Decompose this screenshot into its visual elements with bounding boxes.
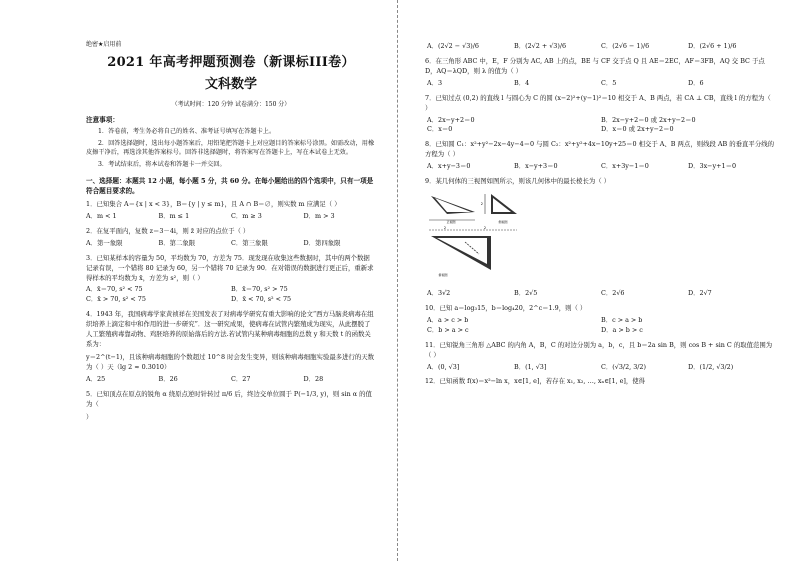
question-5-options (427, 42, 775, 52)
option: A．2x−y+2＝0 (427, 115, 475, 124)
question-3: 3．已知某样本的容量为 50，平均数为 70，方差为 75．现发现在收集这些数据时，其中的两个数据记录有误，一个错将 80 记录为 60，另一个错将 70 记录为 90．在对错误的数据进行更正后，重新求得样本的平均数为 x̄，方差为 s²，则（ ） (86, 253, 374, 282)
option: A．第一象限 (86, 238, 123, 247)
question-2: 2．在复平面内，复数 z＝3－4i，则 z̄ 对应的点位于（ ） (86, 226, 250, 235)
question-6: 6．在三角形 ABC 中，E，F 分别为 AC, AB 上的点，BE 与 CF 交于点 Q 且 AE＝2EC，AF＝3FB，AQ 交 BC 于点 D，AQ＝λQD，则 λ 的值为（ ） (425, 56, 765, 75)
option: A．x̄＝70, s² < 75 (86, 285, 143, 294)
option: D．m > 3 (303, 211, 335, 220)
question-5-tail: ） (86, 412, 93, 421)
right-content (425, 40, 775, 388)
three-view-figure (425, 190, 775, 286)
three-view-svg (425, 190, 555, 282)
question-10-options (427, 316, 775, 336)
question-10: 10．已知 a＝log₃15，b＝log₄20，2^c＝1.9，则（ ） (425, 303, 587, 312)
option: B．(1, √3] (514, 362, 547, 371)
option: A．x+y−3＝0 (427, 162, 471, 171)
option: D．第四象限 (303, 238, 341, 247)
side-view-label: 侧视图 (498, 220, 508, 225)
question-9: 9．某几何体的三视图如图所示，则该几何体中的最长棱长为（ ） (425, 177, 611, 186)
option: D．(2√6 + 1)/6 (688, 42, 737, 50)
option: D．(1/2, √3/2) (688, 362, 734, 371)
option: A．m < 1 (86, 211, 117, 220)
note-1: 1．答卷前，考生务必将自己的姓名、准考证号填写在答题卡上。 (98, 128, 276, 136)
question-4-options (86, 375, 376, 385)
option: C．b > a > c (427, 325, 469, 334)
option: B．2√5 (514, 288, 538, 297)
option: C．x+3y−1＝0 (601, 162, 649, 171)
top-view-label: 俯视图 (438, 273, 448, 278)
option: C．5 (601, 78, 617, 87)
question-11-options (427, 363, 775, 373)
option: B．c > a > b (601, 315, 643, 324)
section-heading: 一、选择题：本题共 12 小题，每小题 5 分，共 60 分。在每小题给出的四个选项中，只有一项是符合题目要求的。 (86, 176, 374, 195)
front-view-label: 正视图 (446, 220, 456, 225)
option: C．x＝0 (427, 125, 453, 134)
option: D．28 (303, 374, 324, 383)
dim-label: 2 (483, 226, 487, 231)
notes-title: 注意事项： (86, 115, 119, 124)
question-11: 11．已知锐角三角形 △ABC 的内角 A，B，C 的对边分别为 a，b，c，且 b＝2a sin B，则 cos B + sin C 的取值范围为（ ） (425, 340, 773, 359)
option: C．(√3/2, 3/2) (601, 362, 646, 371)
question-1-options (86, 212, 376, 222)
option: C．(2√6 − 1)/6 (601, 42, 650, 50)
side-view-dim: 2 (480, 202, 483, 207)
option: B．4 (514, 78, 530, 87)
exam-subtitle: 文科数学 (204, 77, 257, 93)
option: A．25 (86, 374, 106, 383)
question-3-options (86, 285, 376, 305)
question-2-options (86, 239, 376, 249)
exam-title: 2021 年高考押题预测卷（新课标III卷） (107, 55, 355, 71)
option: D．2√7 (688, 288, 712, 297)
option: B．第二象限 (158, 238, 196, 247)
option: D．6 (688, 78, 704, 87)
option: C．2√6 (601, 288, 625, 297)
option: A．3 (427, 78, 443, 87)
option: A．(0, √3] (427, 362, 460, 371)
question-8-options (427, 162, 775, 172)
question-5: 5．已知顶点在原点的锐角 α 绕原点逆时针转过 π/6 后，终边交单位圆于 P(−1/3, y)，则 sin α 的值为（ (86, 389, 372, 408)
option: C．27 (231, 374, 251, 383)
option: B．2x−y+2＝0 或 2x+y−2＝0 (601, 115, 696, 124)
option: C．x̄ > 70, s² < 75 (86, 295, 146, 304)
question-8: 8．已知圆 C₁：x²+y²−2x−4y−4＝0 与圆 C₂：x²+y²+4x−10y+25＝0 相交于 A、B 两点，则线段 AB 的垂直平分线的方程为（ ） (425, 140, 774, 159)
option: D．a > b > c (601, 325, 643, 334)
question-4: 4．1943 年，我国病毒学家黄祯祥在美国发表了对病毒学研究有重大影响的论文“西方马脑炎病毒在组织培养上滴定和中和作用的进一步研究”．这一研究成果，使病毒在试管内繁殖成为现实，从此摆脱了人工繁殖病毒靠动物、鸡胚培养的原始落后的方法.若试管内某种病毒细胞的总数 y 和天数 t 的函数关系为： (86, 310, 374, 349)
left-content (86, 40, 376, 423)
question-7-options (427, 116, 775, 136)
option: C．第三象限 (231, 238, 268, 247)
right-page (397, 0, 794, 561)
option: B．26 (158, 374, 178, 383)
question-1: 1．已知集合 A＝{x | x < 3}，B＝{y | y ≤ m}，且 A ∩ B＝∅，则实数 m 应满足（ ） (86, 199, 341, 208)
question-9-options (427, 289, 775, 299)
note-3: 3．考试结束后，将本试卷和答题卡一并交回。 (98, 160, 226, 168)
option: D．3x−y+1＝0 (688, 162, 737, 171)
option: C．m ≥ 3 (231, 211, 262, 220)
note-2: 2．回答选择题时，选出每小题答案后，用铅笔把答题卡上对应题目的答案标号涂黑。如需改动，用橡皮擦干净后，再选涂其他答案标号。回答非选择题时，将答案写在答题卡上，写在本试卷上无效。 (86, 139, 375, 157)
question-6-options (427, 79, 775, 89)
option: D．x＝0 或 2x+y−2＝0 (601, 125, 674, 134)
option: A．a > c > b (427, 315, 469, 324)
question-12: 12．已知函数 f(x)＝x²−ln x，x∈[1, e]，若存在 x₁, x₂, …, xₙ∈[1, e]，使得 (425, 377, 646, 386)
exam-info: （考试时间：120 分钟 试卷满分：150 分） (171, 100, 291, 108)
confidential-label: 绝密★启用前 (86, 41, 122, 48)
option: D．x̄ < 70, s² < 75 (231, 295, 292, 304)
dim-label: 2 (443, 226, 447, 231)
option: B．x−y+3＝0 (514, 162, 558, 171)
question-4-formula: y＝2^(t−1)，且该种病毒细胞的个数超过 10^8 时会发生变异，则该种病毒细胞实验最多进行的天数为（ ）天（lg 2 ≈ 0.3010） (86, 352, 375, 371)
question-7: 7．已知过点 (0,2) 的直线 l 与圆心为 C 的圆 (x−2)²+(y−1)²＝10 相交于 A、B 两点，若 CA ⊥ CB，直线 l 的方程为（ ） (425, 93, 771, 112)
option: B．(2√2 + √3)/6 (514, 42, 567, 50)
option: A．(2√2 − √3)/6 (427, 42, 479, 50)
option: B．m ≤ 1 (158, 211, 190, 220)
option: B．x̄＝70, s² > 75 (231, 285, 288, 294)
option: A．3√2 (427, 288, 451, 297)
